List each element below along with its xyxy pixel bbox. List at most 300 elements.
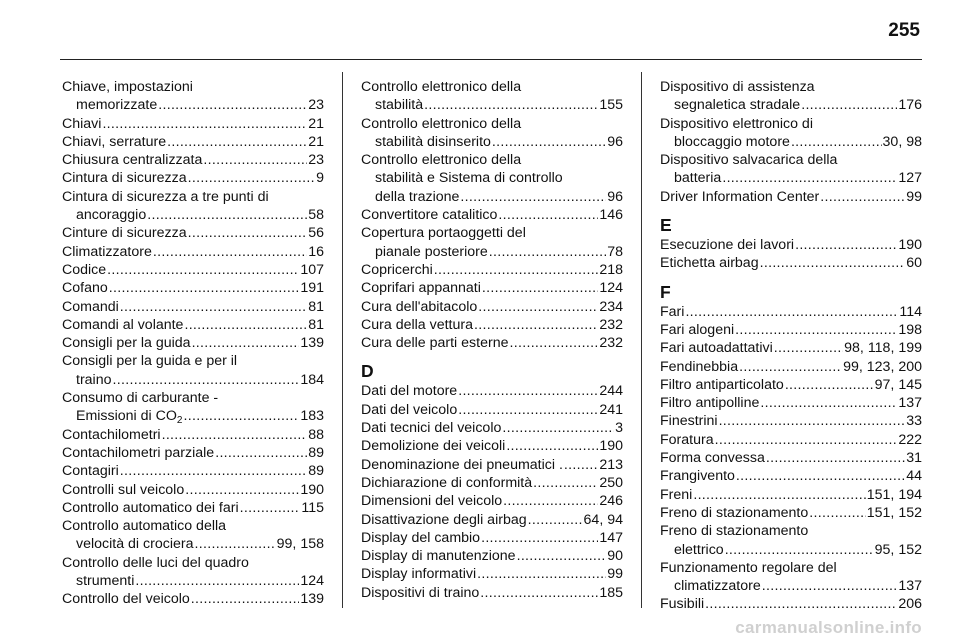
dot-leader (809, 504, 866, 522)
index-entry (660, 358, 922, 376)
index-entry-line (660, 115, 922, 133)
index-entry-text: Contagiri (62, 463, 119, 480)
dot-leader (167, 133, 307, 151)
dot-leader (203, 151, 307, 169)
page-reference: 95, 152 (874, 541, 922, 558)
index-entry-text: Controllo elettronico della (361, 152, 522, 169)
dot-leader (458, 401, 598, 419)
dot-leader (120, 298, 307, 316)
index-entry-text: Freni (660, 486, 693, 503)
index-entry (660, 151, 922, 188)
dot-leader (474, 316, 598, 334)
index-entry-line (62, 243, 324, 261)
watermark: carmanualsonline.info (735, 618, 922, 637)
dot-leader (760, 394, 897, 412)
index-entry-text: Chiusura centralizzata (62, 152, 203, 169)
page-reference: 137 (898, 395, 922, 412)
index-entry-line (62, 169, 324, 187)
index-entry-text: stabilità e Sistema di controllo (375, 170, 563, 187)
index-entry (62, 133, 324, 151)
page-reference: 78 (607, 243, 623, 260)
index-entry-text: Comandi (62, 298, 119, 315)
index-entry-line (361, 298, 623, 316)
index-entry-line (62, 426, 324, 444)
dot-leader (188, 224, 308, 242)
dot-leader (685, 303, 898, 321)
index-entry-line (660, 394, 922, 412)
index-entry-line (660, 169, 922, 187)
dot-leader (774, 339, 843, 357)
index-entry (62, 590, 324, 608)
index-entry-text: stabilità (375, 97, 424, 114)
page-reference: 139 (300, 591, 324, 608)
dot-leader (735, 321, 897, 339)
index-entry-text: Fari (660, 303, 685, 320)
dot-leader (509, 334, 598, 352)
index-entry-text: Cinture di sicurezza (62, 225, 187, 242)
index-column-2 (361, 78, 623, 602)
index-entry (361, 151, 623, 206)
index-entry-line (660, 358, 922, 376)
index-entry-text: climatizzatore (674, 578, 761, 595)
index-entry-text: batteria (674, 170, 722, 187)
index-entry-line (361, 456, 623, 474)
index-entry-text: Finestrini (660, 413, 718, 430)
page-reference: 190 (898, 237, 922, 254)
dot-leader (820, 188, 905, 206)
index-entry-text: Display del cambio (361, 529, 481, 546)
dot-leader (791, 133, 882, 151)
page-reference: 89 (308, 463, 324, 480)
index-entry-line (660, 449, 922, 467)
index-entry-line (361, 382, 623, 400)
index-entry-text: Fusibili (660, 596, 705, 613)
page-reference: 9 (316, 170, 324, 187)
index-entry (660, 394, 922, 412)
index-entry (660, 78, 922, 115)
index-entry-text: Contachilometri parziale (62, 444, 215, 461)
index-entry (62, 188, 324, 225)
index-entry (62, 334, 324, 352)
index-entry-text: Dati tecnici del veicolo (361, 420, 502, 437)
index-entry-line (62, 481, 324, 499)
index-entry-text: Consigli per la guida (62, 335, 191, 352)
dot-leader (528, 511, 583, 529)
index-entry (62, 243, 324, 261)
index-entry (660, 188, 922, 206)
index-entry (62, 426, 324, 444)
index-entry-line (361, 224, 623, 242)
index-entry-line (660, 376, 922, 394)
page-reference: 21 (308, 115, 324, 132)
index-entry (660, 321, 922, 339)
dot-leader (480, 584, 598, 602)
page-reference: 3 (615, 420, 623, 437)
index-entry (361, 584, 623, 602)
page-reference: 137 (898, 578, 922, 595)
index-entry-line (62, 444, 324, 462)
index-entry-line (361, 511, 623, 529)
page-reference: 139 (300, 335, 324, 352)
page-reference: 184 (300, 371, 324, 388)
page-reference: 124 (300, 573, 324, 590)
index-entry (660, 376, 922, 394)
index-entry (361, 334, 623, 352)
index-entry (660, 412, 922, 430)
index-entry-text: Chiavi (62, 115, 102, 132)
index-entry-text: elettrico (674, 541, 724, 558)
index-entry-text: Cura dell'abitacolo (361, 298, 478, 315)
index-entry-line (660, 412, 922, 430)
index-entry (660, 486, 922, 504)
dot-leader (785, 376, 874, 394)
index-entry-text: Dispositivi di traino (361, 584, 480, 601)
column-divider (342, 72, 343, 608)
index-entry (660, 254, 922, 272)
index-entry-line (361, 151, 623, 169)
index-entry-text: bloccaggio motore (674, 133, 790, 150)
index-entry-line (62, 279, 324, 297)
index-entry-line (660, 577, 922, 595)
page-reference: 64, 94 (583, 511, 623, 528)
index-entry-text: Contachilometri (62, 426, 161, 443)
page-reference: 234 (599, 298, 623, 315)
index-entry-line (660, 236, 922, 254)
page-reference: 23 (308, 97, 324, 114)
index-entry-line (660, 254, 922, 272)
index-entry (361, 456, 623, 474)
index-entry-text: Cofano (62, 280, 108, 297)
index-entry (361, 115, 623, 152)
dot-leader (481, 529, 598, 547)
index-entry-line (62, 334, 324, 352)
page-reference: 151, 194 (866, 486, 922, 503)
page-reference: 107 (300, 261, 324, 278)
index-entry-line (361, 243, 623, 261)
index-entry-text: Display informativi (361, 566, 477, 583)
dot-leader (434, 261, 599, 279)
page-reference: 115 (301, 499, 324, 516)
page-reference: 97, 145 (874, 376, 922, 393)
index-entry (62, 169, 324, 187)
page-reference: 31 (906, 450, 922, 467)
index-entry-text: Dispositivo di assistenza (660, 79, 815, 95)
index-entry-text: Denominazione dei pneumatici . (361, 456, 563, 473)
index-entry-text: Cintura di sicurezza (62, 170, 187, 187)
index-entry-text: Fendinebbia (660, 358, 739, 375)
page-reference: 33 (906, 413, 922, 430)
index-entry-text: Funzionamento regolare del (660, 559, 837, 576)
index-entry-line (361, 547, 623, 565)
index-entry-line (62, 224, 324, 242)
page-reference: 218 (599, 261, 623, 278)
index-entry (660, 467, 922, 485)
index-entry (660, 522, 922, 559)
index-entry-line (62, 78, 324, 96)
dot-leader (158, 96, 307, 114)
index-entry-text: Coprifari appannati (361, 280, 481, 297)
index-entry-line (361, 133, 623, 151)
index-entry (62, 554, 324, 591)
dot-leader (498, 206, 598, 224)
index-entry-text: Chiave, impostazioni (62, 79, 193, 95)
dot-leader (424, 96, 598, 114)
page-reference: 250 (599, 474, 623, 491)
index-entry-line (62, 407, 324, 425)
dot-leader (147, 206, 307, 224)
index-entry (660, 303, 922, 321)
index-entry (361, 419, 623, 437)
page-reference: 114 (899, 303, 922, 320)
page-reference: 183 (300, 408, 324, 425)
index-entry-line (62, 462, 324, 480)
dot-leader (801, 96, 897, 114)
index-entry-text: Consumo di carburante - (62, 390, 219, 407)
index-entry-line (361, 529, 623, 547)
index-entry-line (62, 316, 324, 334)
index-entry (361, 78, 623, 115)
index-entry (361, 474, 623, 492)
dot-leader (489, 243, 606, 261)
page-reference: 56 (308, 225, 324, 242)
page-reference: 21 (308, 133, 324, 150)
index-entry-text: Controlli sul veicolo (62, 481, 185, 498)
index-entry (361, 279, 623, 297)
index-entry-line (660, 595, 922, 613)
page-reference: 58 (308, 207, 324, 224)
index-entry-text: Driver Information Center (660, 188, 820, 205)
index-entry-text: Etichetta airbag (660, 255, 759, 272)
index-entry-line (361, 279, 623, 297)
index-entry-line (361, 474, 623, 492)
index-entry (361, 565, 623, 583)
index-entry-text: Controllo delle luci del quadro (62, 554, 249, 571)
dot-leader (760, 254, 906, 272)
dot-leader (113, 371, 300, 389)
index-entry (62, 78, 324, 115)
page-reference: 244 (599, 383, 623, 400)
dot-leader (240, 499, 301, 517)
index-entry (361, 206, 623, 224)
index-entry-line (62, 535, 324, 553)
index-entry-line (361, 316, 623, 334)
index-entry-line (62, 96, 324, 114)
index-entry-line (62, 352, 324, 370)
dot-leader (762, 577, 898, 595)
index-entry-line (62, 371, 324, 389)
index-entry-text: velocità di crociera (76, 536, 194, 553)
page-reference: 151, 152 (866, 504, 922, 521)
dot-leader (693, 486, 865, 504)
page-reference: 88 (308, 426, 324, 443)
index-entry (361, 547, 623, 565)
dot-leader (153, 243, 307, 261)
index-entry (361, 529, 623, 547)
index-letter-heading: F (660, 281, 671, 302)
index-entry-text: Controllo automatico dei fari (62, 499, 239, 516)
index-entry (62, 517, 324, 554)
index-entry (62, 151, 324, 169)
index-letter-heading: E (660, 215, 672, 236)
index-entry-text: Demolizione dei veicoli (361, 438, 506, 455)
index-column-1 (62, 78, 324, 609)
index-entry-line (62, 572, 324, 590)
page-reference: 191 (300, 280, 324, 297)
dot-leader (460, 188, 606, 206)
subscript: 2 (176, 415, 183, 427)
dot-leader (722, 169, 897, 187)
index-entry-line (660, 303, 922, 321)
page-reference: 155 (599, 97, 623, 114)
page-reference: 81 (308, 298, 324, 315)
index-entry-text: stabilità disinserito (375, 133, 491, 150)
index-entry (62, 499, 324, 517)
page-number: 255 (888, 20, 920, 41)
index-entry-line (660, 96, 922, 114)
column-divider (641, 72, 642, 608)
index-entry (62, 389, 324, 426)
page-reference: 96 (607, 133, 623, 150)
index-entry (361, 511, 623, 529)
index-entry-text: Esecuzione dei lavori (660, 237, 795, 254)
index-entry-line (361, 206, 623, 224)
dot-leader (215, 444, 307, 462)
dot-leader (564, 456, 598, 474)
index-entry-line (660, 339, 922, 357)
index-entry-line (660, 467, 922, 485)
index-entry-line (361, 565, 623, 583)
index-entry (62, 115, 324, 133)
index-entry-text: Fari autoadattativi (660, 340, 773, 357)
index-entry-text: strumenti (76, 573, 135, 590)
page-reference: 99, 123, 200 (843, 358, 922, 375)
page-reference: 185 (599, 584, 623, 601)
dot-leader (739, 358, 842, 376)
index-entry-text: Display di manutenzione (361, 548, 516, 565)
index-entry-line (660, 188, 922, 206)
index-entry-line (660, 133, 922, 151)
index-entry-text: Filtro antiparticolato (660, 376, 784, 393)
index-entry-line (660, 559, 922, 577)
index-entry-line (660, 431, 922, 449)
index-entry-text: Fari alogeni (660, 321, 735, 338)
index-entry-line (660, 151, 922, 169)
index-entry-line (62, 115, 324, 133)
dot-leader (135, 572, 299, 590)
index-entry (660, 115, 922, 152)
dot-leader (503, 492, 598, 510)
index-entry-line (660, 321, 922, 339)
index-entry (62, 462, 324, 480)
index-entry-text: Controllo elettronico della (361, 79, 522, 95)
index-entry (62, 352, 324, 389)
page-reference: 99 (906, 188, 922, 205)
index-entry-line (62, 188, 324, 206)
index-entry (660, 431, 922, 449)
dot-leader (188, 169, 316, 187)
index-entry-text: Frangivento (660, 468, 735, 485)
index-entry-line (361, 188, 623, 206)
index-entry-text: Copricerchi (361, 261, 433, 278)
page-reference: 98, 118, 199 (844, 340, 922, 357)
index-entry-line (361, 96, 623, 114)
dot-leader (517, 547, 607, 565)
dot-leader (725, 541, 874, 559)
index-entry (660, 236, 922, 254)
index-entry-text: pianale posteriore (375, 243, 488, 260)
page-reference: 96 (607, 188, 623, 205)
index-entry-line (361, 401, 623, 419)
index-entry-text: Chiavi, serrature (62, 133, 167, 150)
index-entry-text: Dispositivo elettronico di (660, 115, 813, 132)
dot-leader (162, 426, 308, 444)
index-entry-line (62, 590, 324, 608)
page-reference: 16 (308, 243, 324, 260)
index-entry-text: Forma convessa (660, 450, 765, 467)
index-entry-text: Cura della vettura (361, 316, 473, 333)
index-entry (62, 261, 324, 279)
index-entry-text: Dati del veicolo (361, 401, 458, 418)
dot-leader (120, 462, 307, 480)
dot-leader (191, 590, 300, 608)
index-entry-line (62, 554, 324, 572)
page-reference: 222 (898, 431, 922, 448)
index-entry-line (361, 78, 623, 96)
index-entry-text: traino (76, 371, 112, 388)
dot-leader (502, 419, 614, 437)
page-reference: 198 (898, 321, 922, 338)
index-letter-heading: D (361, 361, 374, 382)
dot-leader (533, 474, 598, 492)
index-entry (62, 298, 324, 316)
index-entry (660, 595, 922, 613)
index-entry (660, 559, 922, 596)
index-entry-text: memorizzate (76, 97, 158, 114)
page-reference: 127 (898, 170, 922, 187)
index-entry-line (361, 115, 623, 133)
page-reference: 232 (599, 316, 623, 333)
index-entry (62, 316, 324, 334)
index-entry-text: Dati del motore (361, 383, 458, 400)
dot-leader (482, 279, 598, 297)
index-entry-line (660, 486, 922, 504)
page-reference: 60 (906, 255, 922, 272)
page-reference: 146 (599, 207, 623, 224)
page-reference: 99, 158 (276, 536, 324, 553)
index-entry-line (62, 517, 324, 535)
page-reference: 30, 98 (882, 133, 922, 150)
page-reference: 232 (599, 335, 623, 352)
index-entry-line (62, 261, 324, 279)
index-entry (62, 481, 324, 499)
index-entry (361, 437, 623, 455)
index-entry-line (62, 298, 324, 316)
index-entry (361, 401, 623, 419)
index-entry (62, 279, 324, 297)
index-entry-line (361, 584, 623, 602)
index-entry-text: Controllo automatico della (62, 518, 227, 535)
page-reference: 81 (308, 316, 324, 333)
index-entry-line (62, 389, 324, 407)
header-rule (60, 59, 922, 60)
dot-leader (506, 437, 598, 455)
index-entry (62, 444, 324, 462)
index-entry-text: Consigli per la guida e per il (62, 353, 238, 370)
page-reference: 90 (607, 548, 623, 565)
index-entry-text: Disattivazione degli airbag (361, 511, 527, 528)
dot-leader (109, 279, 300, 297)
dot-leader (766, 449, 905, 467)
